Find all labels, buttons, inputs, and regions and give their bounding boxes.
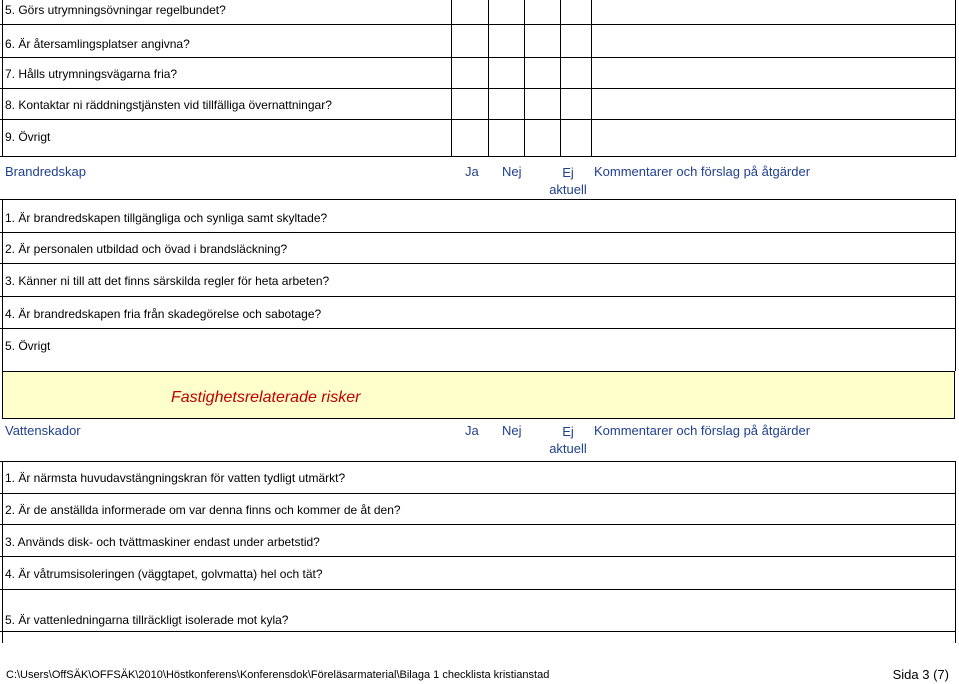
checklist-row xyxy=(0,25,955,58)
checklist-row xyxy=(0,525,955,557)
checklist-row xyxy=(0,58,955,89)
footer-file-path: C:\Users\OffSÄK\OFFSÄK\2010\Höstkonferens\Konferensdok\Föreläsarmaterial\Bilaga 1 checklista kristianstad xyxy=(6,669,550,681)
column-ej-line2: aktuell xyxy=(549,441,587,456)
checklist-row xyxy=(0,233,955,264)
column-comments: Kommentarer och förslag på åtgärder xyxy=(594,164,811,179)
grid-line xyxy=(955,199,956,371)
section-banner xyxy=(2,371,955,419)
grid-line xyxy=(2,461,3,643)
checklist-row xyxy=(0,557,955,590)
checklist-row xyxy=(0,297,955,329)
question-text: 5. Görs utrymningsövningar regelbundet? xyxy=(5,3,226,17)
grid-line xyxy=(451,0,452,157)
column-ja: Ja xyxy=(465,164,479,179)
footer-page-number: Sida 3 (7) xyxy=(892,667,949,682)
question-text: 3. Används disk- och tvättmaskiner endast under arbetstid? xyxy=(5,535,320,549)
checklist-row xyxy=(0,120,955,157)
checklist-row xyxy=(0,329,955,371)
section-header-row xyxy=(0,157,955,199)
question-text: 2. Är de anställda informerade om var denna finns och kommer de åt den? xyxy=(5,503,401,517)
column-ej-aktuell xyxy=(538,164,598,198)
question-text: 5. Övrigt xyxy=(5,339,51,353)
question-text: 1. Är brandredskapen tillgängliga och synliga samt skyltade? xyxy=(5,211,328,225)
grid-line xyxy=(955,0,956,157)
question-text: 5. Är vattenledningarna tillräckligt isolerade mot kyla? xyxy=(5,613,289,627)
checklist-row xyxy=(0,590,955,632)
checklist-row xyxy=(0,89,955,120)
column-ej-line1: Ej xyxy=(562,424,574,439)
column-ej-line2: aktuell xyxy=(549,182,587,197)
column-ej-line1: Ej xyxy=(562,165,574,180)
grid-line xyxy=(560,0,561,157)
question-text: 4. Är brandredskapen fria från skadegörelse och sabotage? xyxy=(5,307,322,321)
question-text: 9. Övrigt xyxy=(5,130,51,144)
column-nej: Nej xyxy=(502,423,522,438)
checklist-row xyxy=(0,264,955,297)
question-text: 1. Är närmsta huvudavstängningskran för vatten tydligt utmärkt? xyxy=(5,471,346,485)
column-comments: Kommentarer och förslag på åtgärder xyxy=(594,423,811,438)
section-title: Vattenskador xyxy=(5,423,81,438)
grid-line xyxy=(955,461,956,643)
checklist-row xyxy=(0,199,955,233)
grid-line xyxy=(591,0,592,157)
checklist-row xyxy=(0,494,955,525)
checklist-row xyxy=(0,461,955,494)
section-banner-title: Fastighetsrelaterade risker xyxy=(171,389,361,406)
question-text: 3. Känner ni till att det finns särskilda regler för heta arbeten? xyxy=(5,274,330,288)
column-ja: Ja xyxy=(465,423,479,438)
question-text: 2. Är personalen utbildad och övad i brandsläckning? xyxy=(5,242,288,256)
column-ej-aktuell xyxy=(538,423,598,457)
grid-line xyxy=(524,0,525,157)
grid-line xyxy=(2,199,3,371)
checklist-row xyxy=(0,0,955,25)
question-text: 4. Är våtrumsisoleringen (väggtapet, golvmatta) hel och tät? xyxy=(5,567,323,581)
grid-line xyxy=(2,0,3,157)
question-text: 6. Är återsamlingsplatser angivna? xyxy=(5,37,190,51)
section-title: Brandredskap xyxy=(5,164,86,179)
section-header-row xyxy=(0,419,955,461)
question-text: 8. Kontaktar ni räddningstjänsten vid tillfälliga övernattningar? xyxy=(5,98,332,112)
grid-line xyxy=(488,0,489,157)
column-nej: Nej xyxy=(502,164,522,179)
question-text: 7. Hålls utrymningsvägarna fria? xyxy=(5,67,178,81)
